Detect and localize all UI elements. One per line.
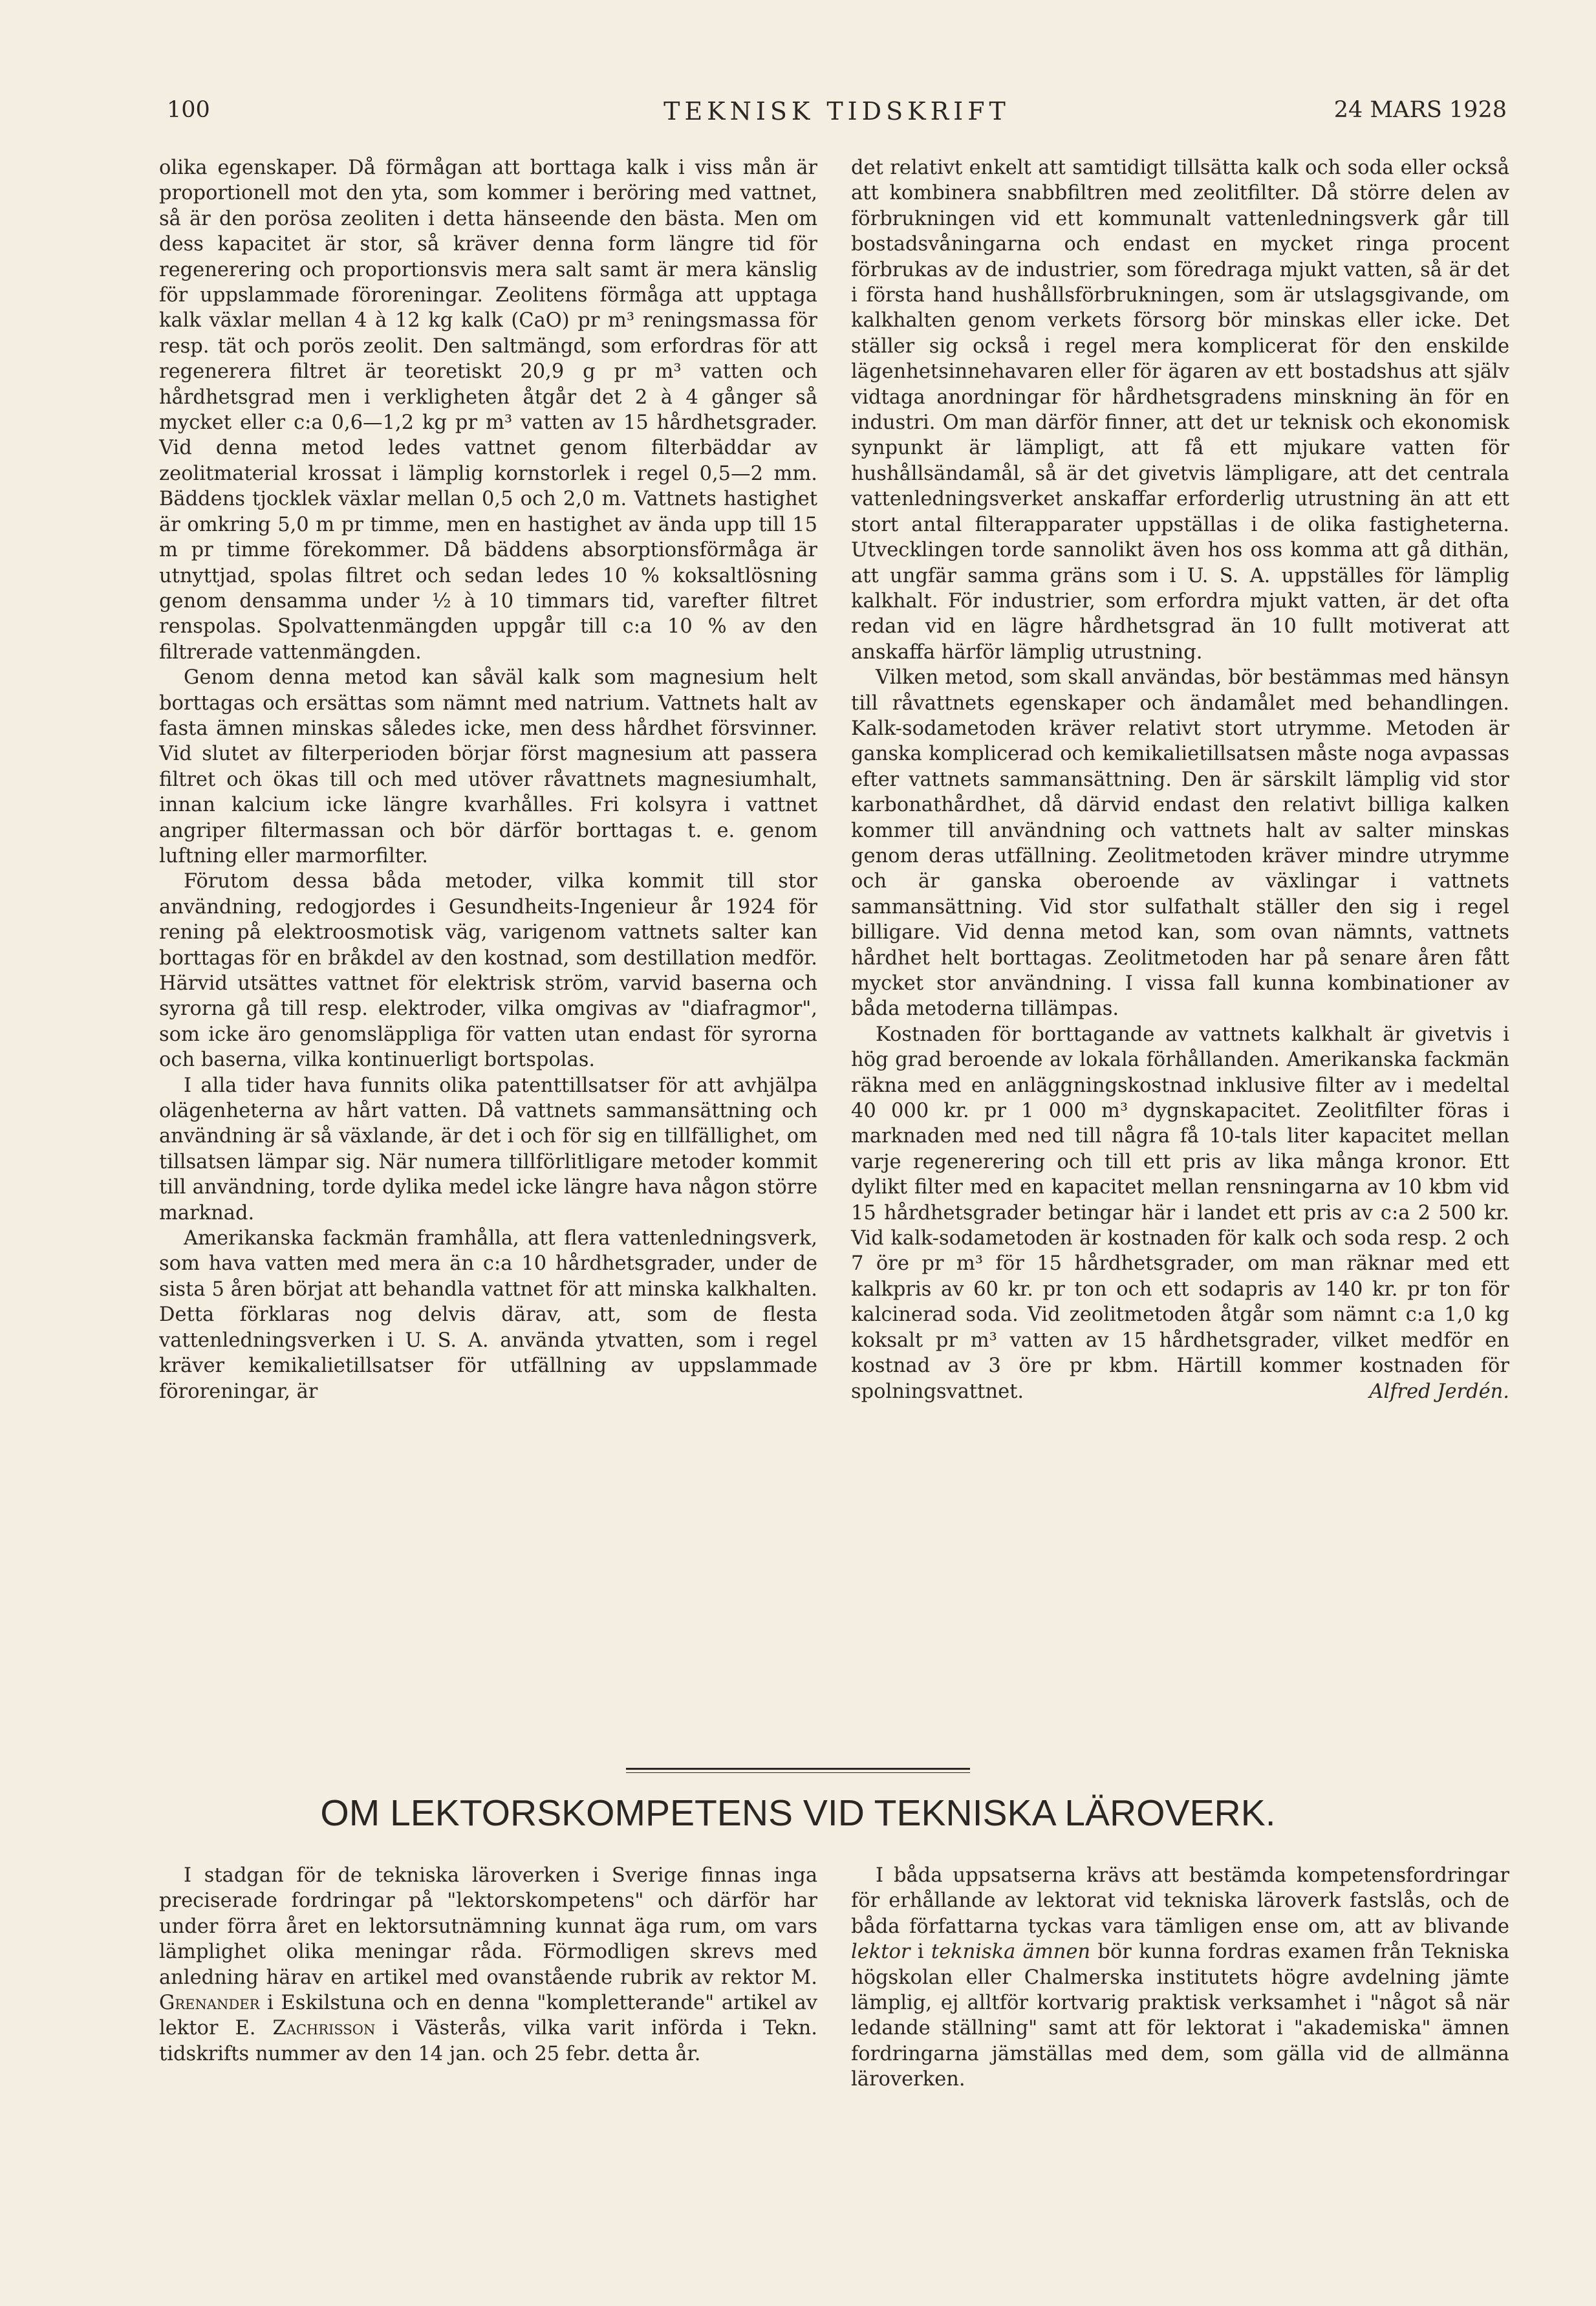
text-run: i Eskilstuna och en denna "kompletterande" artikel av lektor E. <box>159 1992 817 2040</box>
article2-headline: OM LEKTORSKOMPETENS VID TEKNISKA LÄROVERK. <box>320 1792 1276 1834</box>
running-head <box>167 97 1507 129</box>
emphasis-tekniska-amnen: tekniska ämnen <box>931 1941 1091 1964</box>
page-number: 100 <box>167 97 210 123</box>
section-divider <box>626 1768 970 1770</box>
emphasis-lektor: lektor <box>851 1941 911 1964</box>
author-name-zachrisson: Zachrisson <box>272 2017 376 2040</box>
article1-column-left <box>159 155 817 1404</box>
paragraph: Vilken metod, som skall användas, bör bestämmas med hänsyn till råvattnets egenskaper och ändamålet med behandlingen. Kalk-sodametoden kräver relativt stort utrymme. Metoden är ganska komplicerad och kemikalietillsatsen måste noga avpassas efter vattnets sammansättning. Den är särskilt lämplig vid stor karbonathårdhet, då därvid endast den relativt billiga kalken kommer till användning och vattnets halt av salter minskas genom deras utfällning. Zeolitmetoden kräver mindre utrymme och är ganska oberoende av växlingar i vattnets sammansättning. Vid stor sulfathalt ställer den sig i regel billigare. Vid denna metod kan, som ovan nämnts, vattnets hårdhet helt borttagas. Zeolitmetoden har på senare åren fått mycket stor användning. I vissa fall kunna kombinationer av båda metoderna tillämpas. <box>851 666 1509 1021</box>
paragraph: olika egenskaper. Då förmågan att borttaga kalk i viss mån är proportionell mot den yta, som kommer i beröring med vattnet, så är den porösa zeoliten i detta hänseende den bästa. Men om dess kapacitet är stor, så kräver denna form längre tid för regenerering och proportionsvis mera salt samt är mera känslig för uppslammade föroreningar. Zeolitens förmåga att upptaga kalk växlar mellan 4 à 12 kg kalk (CaO) pr m³ reningsmassa för resp. tät och porös zeolit. Den saltmängd, som erfordras för att regenerera filtret är teoretiskt 20,9 g pr m³ vatten och hårdhetsgrad men i verkligheten åtgår det 2 à 4 gånger så mycket eller c:a 0,6—1,2 kg pr m³ vatten av 15 hårdhetsgrader. Vid denna metod ledes vattnet genom filterbäddar av zeolitmaterial krossat i lämplig kornstorlek i regel 0,5—2 mm. Bäddens tjocklek växlar mellan 0,5 och 2,0 m. Vattnets hastighet är omkring 5,0 m pr timme, men en hastighet av ända upp till 15 m pr timme förekommer. Då bäddens absorptionsförmåga är utnyttjad, spolas filtret och sedan ledes 10 % koksaltlösning genom densamma under ½ à 10 timmars tid, varefter filtret renspolas. Spolvattenmängden uppgår till c:a 10 % av den filtrerade vattenmängden. <box>159 157 817 664</box>
paragraph: Kostnaden för borttagande av vattnets kalkhalt är givetvis i hög grad beroende av lokala förhållanden. Amerikanska fackmän räkna med en anläggningskostnad inklusive filter av i medeltal 40 000 kr. pr 1 000 m³ dygnskapacitet. Zeolitfilter föras i marknaden med ned till några få 10-tals liter kapacitet mellan varje regenerering och till ett pris av lika många kronor. Ett dylikt filter med en kapacitet mellan rensningarna av 10 kbm vid 15 hårdhetsgrader betingar här i landet ett pris av c:a 2 500 kr. Vid kalk-sodametoden är kostnaden för kalk och soda resp. 2 och 7 öre pr m³ för 15 hårdhetsgrader, om man räknar med ett kalkpris av 60 kr. pr ton och ett sodapris av 140 kr. pr ton för kalcinerad soda. Vid zeolitmetoden åtgår som nämnt c:a 1,0 kg koksalt pr m³ vatten av 15 hårdhetsgrader, vilket medför en kostnad av 3 öre pr kbm. Härtill kommer kostnaden för spolningsvattnet. <box>851 1023 1509 1403</box>
text-run: i <box>910 1941 931 1964</box>
article1-column-right <box>851 155 1509 1404</box>
article2-column-right <box>851 1863 1509 2093</box>
text-run: i Västerås, vilka varit införda i Tekn. tidskrifts nummer av den 14 jan. och 25 febr. detta år. <box>159 2017 817 2065</box>
paragraph: Förutom dessa båda metoder, vilka kommit till stor användning, redogjordes i Gesundheits-Ingenieur år 1924 för rening på elektroosmotisk väg, varigenom vattnets salter kan borttagas för en bråkdel av den kostnad, som destillation medför. Härvid utsättes vattnet för elektrisk ström, varvid baserna och syrorna gå till resp. elektroder, vilka omgivas av "diafragmor", som icke äro genomsläppliga för vatten utan endast för syrorna och baserna, vilka kontinuerligt bortspolas. <box>159 870 817 1072</box>
paragraph: Genom denna metod kan såväl kalk som magnesium helt borttagas och ersättas som nämnt med natrium. Vattnets halt av fasta ämnen minskas således icke, men dess hårdhet försvinner. Vid slutet av filterperioden börjar först magnesium att passera filtret och ökas till och med utöver råvattnets magnesiumhalt, innan kalcium icke längre kvarhålles. Fri kolsyra i vattnet angriper filtermassan och bör därför borttagas t. e. genom luftning eller marmorfilter. <box>159 666 817 867</box>
article2-column-left <box>159 1863 817 2067</box>
author-signature: Alfred Jerdén. <box>1369 1380 1509 1403</box>
text-run: I stadgan för de tekniska läroverken i Sverige finnas inga preciserade fordringar på "lektorskompetens" och därför har under förra året en lektorsutnämning kunnat äga rum, om vars lämplighet olika meningar råda. Förmodligen skrevs med anledning härav en artikel med ovanstående rubrik av rektor M. <box>159 1864 817 1989</box>
paragraph: det relativt enkelt att samtidigt tillsätta kalk och soda eller också att kombinera snabbfiltren med zeolitfilter. Då större delen av förbrukningen vid ett kommunalt vattenledningsverk går till bostadsvåningarna och endast en mycket ringa procent förbrukas av de industrier, som föredraga mjukt vatten, så är det i första hand hushållsförbrukningen, som är utslagsgivande, om kalkhalten genom verkets försorg bör minskas eller icke. Det ställer sig också i regel mera komplicerat för den enskilde lägenhetsinnehavaren eller för ägaren av ett bostadshus att själv vidtaga anordningar för hårdhetsgradens minskning än för en industri. Om man därför finner, att det ur teknisk och ekonomisk synpunkt är lämpligt, att få ett mjukare vatten för hushållsändamål, så är det givetvis lämpligare, att det centrala vattenledningsverket anskaffar erforderlig utrustning än att ett stort antal filterapparater uppställas i de olika fastigheterna. Utvecklingen torde sannolikt även hos oss komma att gå dithän, att ungfär samma gräns som i U. S. A. uppställes för lämplig kalkhalt. För industrier, som erfordra mjukt vatten, är det ofta redan vid en lägre hårdhetsgrad än 10 fullt motiverat att anskaffa härför lämplig utrustning. <box>851 157 1509 664</box>
paragraph: Amerikanska fackmän framhålla, att flera vattenledningsverk, som hava vatten med mera än c:a 10 hårdhetsgrader, under de sista 5 åren börjat att behandla vattnet för att minska kalkhalten. Detta förklaras nog delvis därav, att, som de flesta vattenledningsverken i U. S. A. använda ytvatten, som i regel kräver kemikalietillsatser för utfällning av uppslammade föroreningar, är <box>159 1227 817 1403</box>
text-run: I båda uppsatserna krävs att bestämda kompetensfordringar för erhållande av lektorat vid tekniska läroverk fastslås, och de båda författarna tyckas vara tämligen ense om, att av blivande <box>851 1864 1509 1938</box>
paragraph: I alla tider hava funnits olika patenttillsatser för att avhjälpa olägenheterna av hårt vatten. Då vattnets sammansättning och användning är så växlande, är det i och för sig en tillfällighet, om tillsatsen lämpar sig. När numera tillförlitligare metoder kommit till användning, torde dylika medel icke längre hava någon större marknad. <box>159 1074 817 1224</box>
paragraph <box>851 1863 1509 2093</box>
text-run: bör kunna fordras examen från Tekniska högskolan eller Chalmerska institutets högre avdelning jämte lämplig, ej alltför kortvarig praktisk verksamhet i "något så när ledande ställning" samt att för lektorat i "akademiska" ämnen fordringarna jämställas med dem, som gälla vid de allmänna läroverken. <box>851 1941 1510 2091</box>
paragraph <box>159 1863 817 2067</box>
issue-date: 24 MARS 1928 <box>1333 97 1507 123</box>
section-divider-thin <box>626 1772 970 1773</box>
author-name-grenander: Grenander <box>159 1992 260 2015</box>
journal-title: TEKNISK TIDSKRIFT <box>663 97 1010 125</box>
